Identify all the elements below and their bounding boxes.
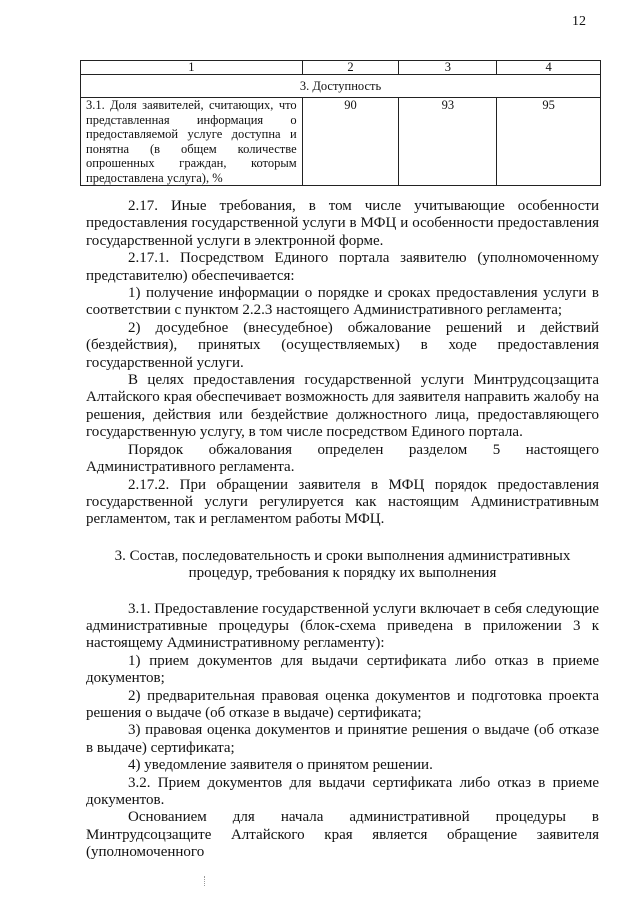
table-cell-value: 95 bbox=[497, 98, 601, 186]
paragraph: 2.17. Иные требования, в том числе учитывающие особенности предоставления государственной услуги в МФЦ и особенности предоставления государственной услуги в электронной форме. bbox=[86, 198, 599, 249]
indicator-label: 3.1. Доля заявителей, считающих, что представленная информация о предоставляемой услуге доступна и понятна (в общем количестве опрошенных граждан, которым предоставлена услуга), % bbox=[86, 98, 297, 185]
table-header-row bbox=[81, 61, 601, 75]
table-cell-label bbox=[81, 98, 303, 186]
paragraph: 2.17.1. Посредством Единого портала заявителю (уполномоченному представителю) обеспечивается: bbox=[86, 250, 599, 284]
paragraph: 3) правовая оценка документов и принятие решения о выдаче (об отказе в выдаче) сертификата; bbox=[86, 722, 599, 756]
paragraph: 3.1. Предоставление государственной услуги включает в себя следующие административные процедуры (блок-схема приведена в приложении 3 к настоящему Административному регламенту): bbox=[86, 600, 599, 652]
table-header-cell: 1 bbox=[81, 61, 303, 75]
paragraph: Основанием для начала административной процедуры в Минтрудсоцзащите Алтайского края является обращение заявителя (уполномоченного bbox=[86, 809, 599, 861]
table-section-title: 3. Доступность bbox=[81, 75, 601, 98]
section-heading: 3. Состав, последовательность и сроки выполнения административных процедур, требования к порядку их выполнения bbox=[114, 547, 571, 582]
table-header-cell: 4 bbox=[497, 61, 601, 75]
paragraph: 2) предварительная правовая оценка документов и подготовка проекта решения о выдаче (об отказе в выдаче) сертификата; bbox=[86, 687, 599, 721]
paragraph: Порядок обжалования определен разделом 5 настоящего Административного регламента. bbox=[86, 441, 599, 476]
document-body bbox=[86, 198, 599, 862]
paragraph: 1) прием документов для выдачи сертификата либо отказ в приеме документов; bbox=[86, 652, 599, 687]
table-cell-value: 93 bbox=[399, 98, 497, 186]
paragraph: В целях предоставления государственной услуги Минтрудсоцзащита Алтайского края обеспечивает возможность для заявителя направить жалобу на решения, действия или бездействие должностного лица, предоставляющего государственную услугу, в том числе посредством Единого портала. bbox=[86, 372, 599, 441]
paragraph: 1) получение информации о порядке и сроках предоставления услуги в соответствии с пунктом 2.2.3 настоящего Административного регламента; bbox=[86, 285, 599, 319]
paragraph: 4) уведомление заявителя о принятом решении. bbox=[128, 757, 433, 774]
table-section-row bbox=[81, 75, 601, 98]
table-cell-value: 90 bbox=[302, 98, 399, 186]
paragraph: 3.2. Прием документов для выдачи сертификата либо отказ в приеме документов. bbox=[86, 774, 599, 808]
paragraph: 2.17.2. При обращении заявителя в МФЦ порядок предоставления государственной услуги регулируется как настоящим Административным регламентом, так и регламентом работы МФЦ. bbox=[86, 476, 599, 528]
page-number: 12 bbox=[572, 14, 586, 29]
table-row bbox=[81, 98, 601, 186]
table-header-cell: 2 bbox=[302, 61, 399, 75]
scan-artifact bbox=[204, 876, 206, 886]
paragraph: 2) досудебное (внесудебное) обжалование решений и действий (бездействия), принятых (осуществляемых) в ходе предоставления государственной услуги. bbox=[86, 319, 599, 371]
table-header-cell: 3 bbox=[399, 61, 497, 75]
indicator-table bbox=[80, 60, 601, 186]
